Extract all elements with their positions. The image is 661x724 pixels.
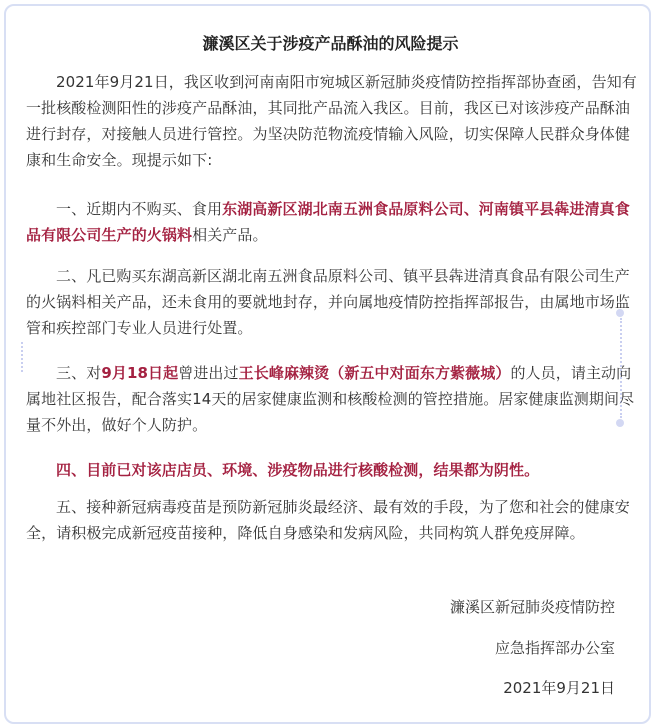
item-3-text-b: 曾进出过 bbox=[178, 364, 239, 382]
paragraph-item-4: 四、目前已对该店店员、环境、涉疫物品进行核酸检测，结果都为阴性。 bbox=[56, 461, 540, 479]
paragraph-item-2: 二、凡已购买东湖高新区湖北南五洲食品原料公司、镇平县犇进清真食品有限公司生产的火锅料相关产品，还未食用的要就地封存，并向属地疫情防控指挥部报告，由属地市场监管和疾控部门专业人员进行处置。 bbox=[26, 267, 631, 337]
item-1-text-a: 一、近期内不购买、食用 bbox=[56, 200, 223, 218]
signature-date: 2021年9月21日 bbox=[503, 679, 615, 697]
paragraph-item-3 bbox=[26, 360, 638, 438]
item-3-text-c: 的人员，请主动向属地社区报告，配合落实14天的居家健康监测和核酸检测的管控措施。居家健康监测期间尽量不外出，做好个人防护。 bbox=[26, 364, 635, 434]
paragraph-item-5: 五、接种新冠病毒疫苗是预防新冠肺炎最经济、最有效的手段，为了您和社会的健康安全，请积极完成新冠疫苗接种，降低自身感染和发病风险，共同构筑人群免疫屏障。 bbox=[26, 498, 630, 542]
signature-org: 濂溪区新冠肺炎疫情防控 bbox=[449, 598, 615, 616]
notice-title: 濂溪区关于涉疫产品酥油的风险提示 bbox=[202, 34, 459, 53]
signature-office: 应急指挥部办公室 bbox=[494, 639, 615, 657]
item-1-text-b: 相关产品。 bbox=[192, 226, 268, 244]
paragraph-intro: 2021年9月21日，我区收到河南南阳市宛城区新冠肺炎疫情防控指挥部协查函，告知有一批核酸检测阳性的涉疫产品酥油，其同批产品流入我区。目前，我区已对该涉疫产品酥油进行封存，对接触人员进行管控。为坚决防范物流疫情输入风险，切实保障人民群众身体健康和生命安全。现提示如下: bbox=[26, 73, 637, 169]
item-3-highlight-place: 王长峰麻辣烫（新五中对面东方紫薇城） bbox=[238, 364, 511, 382]
item-3-highlight-date: 9月18日起 bbox=[101, 364, 179, 382]
paragraph-item-1 bbox=[26, 196, 638, 248]
item-1-highlight: 东湖高新区湖北南五洲食品原料公司、河南镇平县犇进清真食品有限公司生产的火锅料 bbox=[26, 200, 630, 244]
item-3-text-a: 三、对 bbox=[56, 364, 102, 382]
decor-line-left bbox=[21, 342, 23, 372]
